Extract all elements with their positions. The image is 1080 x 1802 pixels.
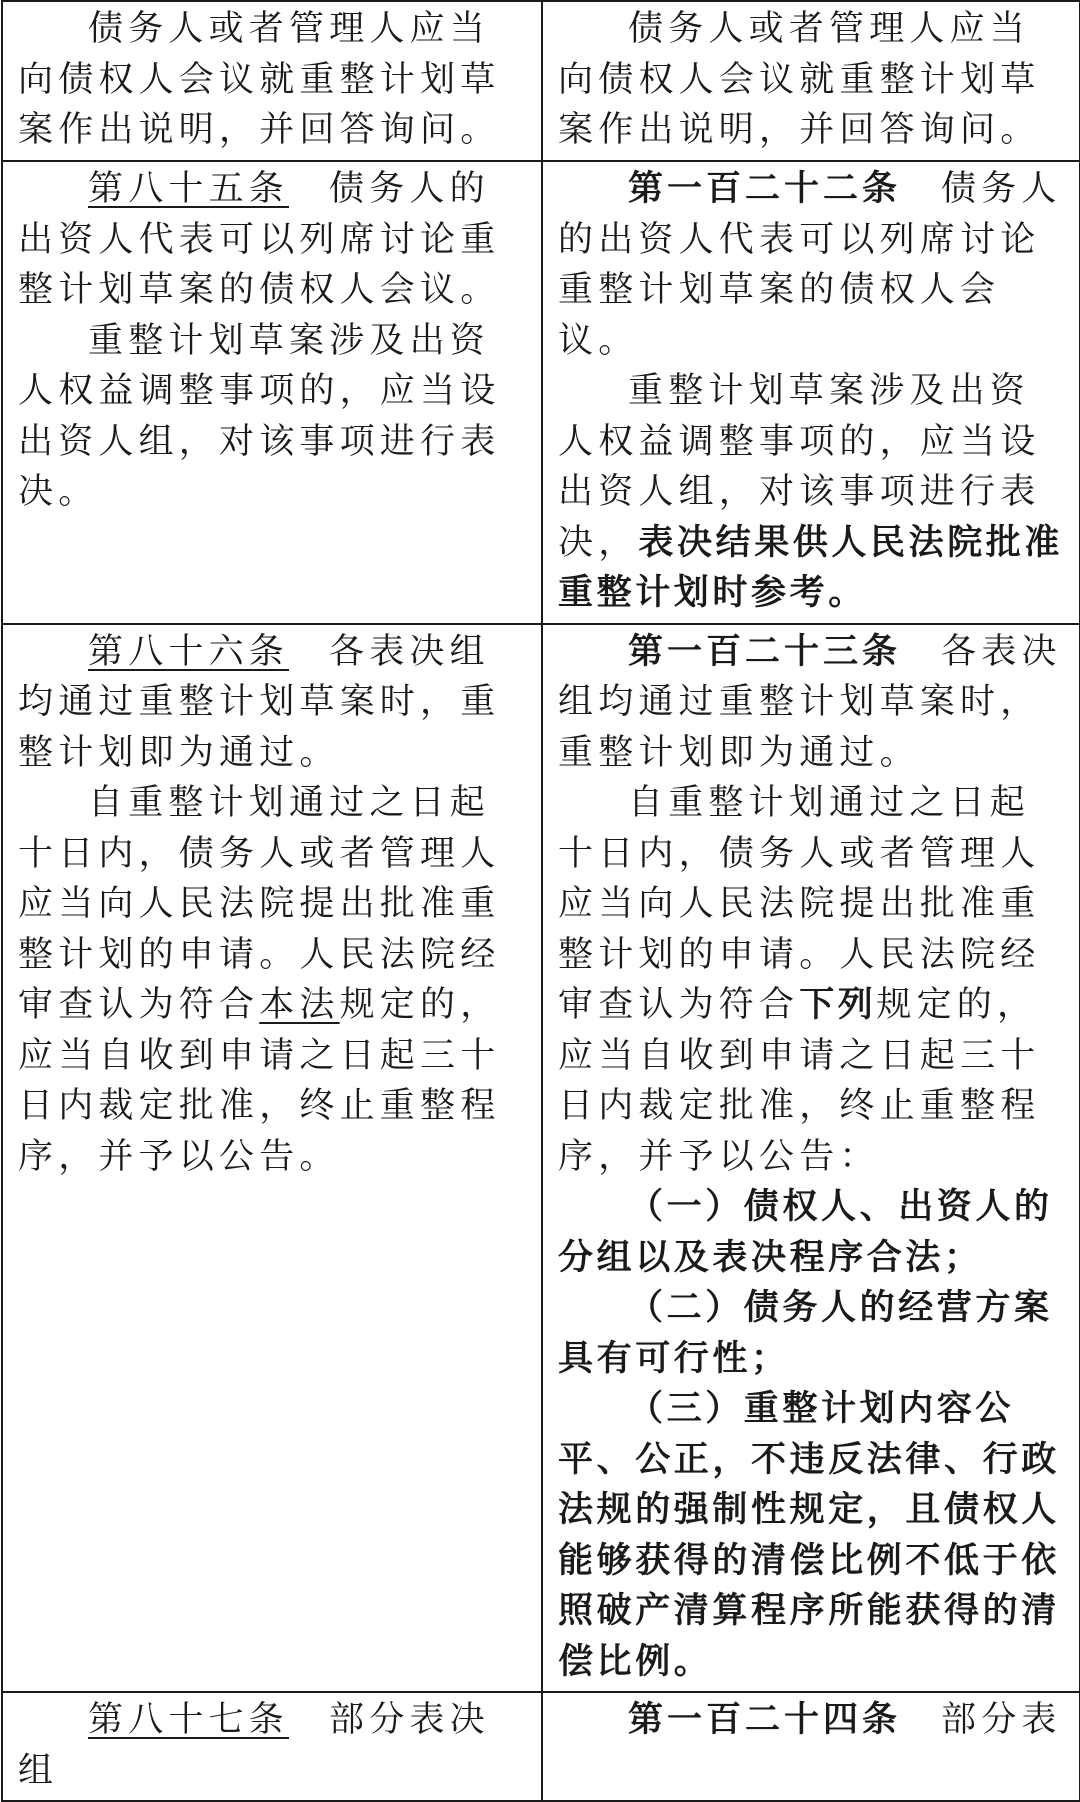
paragraph — [558, 778, 1065, 1182]
old-text-cell — [2, 624, 542, 1693]
paragraph-text: 自重整计划通过之日起十日内，债务人或者管理人应当向人民法院提出批准重整计划的申请。人民法院经审查认为符合 — [558, 783, 1041, 1025]
new-text-cell — [542, 624, 1080, 1693]
law-comparison-table — [1, 0, 1080, 1802]
paragraph — [18, 1695, 527, 1796]
paragraph — [558, 164, 1065, 366]
deleted-text: 本法 — [259, 985, 340, 1025]
old-text-cell — [2, 1, 542, 161]
paragraph-text: 规定的，应当自收到申请之日起三十日内裁定批准，终止重整程序，并予以公告。 — [18, 985, 501, 1177]
paragraph-text: 各表决组均通过重整计划草案时，重整计划即为通过。 — [558, 631, 1062, 773]
table-row — [2, 624, 1080, 1693]
new-text-cell — [542, 161, 1080, 624]
paragraph-text: 部分表决组 — [18, 1700, 490, 1791]
list-item: （一）债权人、出资人的分组以及表决程序合法； — [558, 1187, 1053, 1278]
paragraph-text: 规定的，应当自收到申请之日起三十日内裁定批准，终止重整程序，并予以公告： — [558, 985, 1041, 1177]
article-number: 第八十七条 — [88, 1700, 290, 1740]
inserted-text: 表决结果供人民法院批准重整计划时参考。 — [558, 522, 1064, 613]
article-number: 第一百二十二条 — [628, 169, 902, 209]
list-item: （二）债务人的经营方案具有可行性； — [558, 1288, 1053, 1379]
inserted-text: 下列 — [799, 985, 877, 1025]
paragraph — [558, 1695, 1065, 1746]
paragraph — [18, 627, 527, 779]
table-row — [2, 1692, 1080, 1801]
table-row — [2, 1, 1080, 161]
paragraph: 重整计划草案涉及出资人权益调整事项的，应当设出资人组，对该事项进行表决。 — [18, 320, 501, 512]
paragraph-text: 自重整计划通过之日起十日内，债务人或者管理人应当向人民法院提出批准重整计划的申请。人民法院经审查认为符合 — [18, 783, 501, 1025]
paragraph — [18, 164, 527, 316]
paragraph: 债务人或者管理人应当向债权人会议就重整计划草案作出说明，并回答询问。 — [18, 9, 501, 150]
paragraph — [18, 778, 527, 1182]
article-number: 第一百二十三条 — [628, 631, 902, 672]
old-text-cell — [2, 161, 542, 624]
paragraph — [558, 366, 1065, 619]
article-number: 第八十五条 — [88, 169, 290, 209]
table-row — [2, 161, 1080, 624]
paragraph-text: 重整计划草案涉及出资人权益调整事项的，应当设出资人组，对该事项进行表决， — [558, 371, 1041, 563]
list-item: （三）重整计划内容公平、公正，不违反法律、行政法规的强制性规定，且债权人能够获得的清偿比例不低于依照破产清算程序所能获得的清偿比例。 — [558, 1389, 1060, 1682]
paragraph-text: 部分表 — [941, 1700, 1062, 1740]
article-number: 第一百二十四条 — [628, 1700, 902, 1740]
paragraph — [558, 627, 1065, 779]
new-text-cell — [542, 1692, 1080, 1801]
new-text-cell — [542, 1, 1080, 161]
paragraph-text: 各表决组均通过重整计划草案时，重整计划即为通过。 — [18, 631, 501, 773]
paragraph-text: 债务人的出资人代表可以列席讨论重整计划草案的债权人会议。 — [18, 169, 501, 310]
paragraph-text: 债务人的出资人代表可以列席讨论重整计划草案的债权人会议。 — [558, 169, 1062, 361]
article-number: 第八十六条 — [88, 631, 290, 672]
old-text-cell — [2, 1692, 542, 1801]
paragraph: 债务人或者管理人应当向债权人会议就重整计划草案作出说明，并回答询问。 — [558, 9, 1041, 150]
